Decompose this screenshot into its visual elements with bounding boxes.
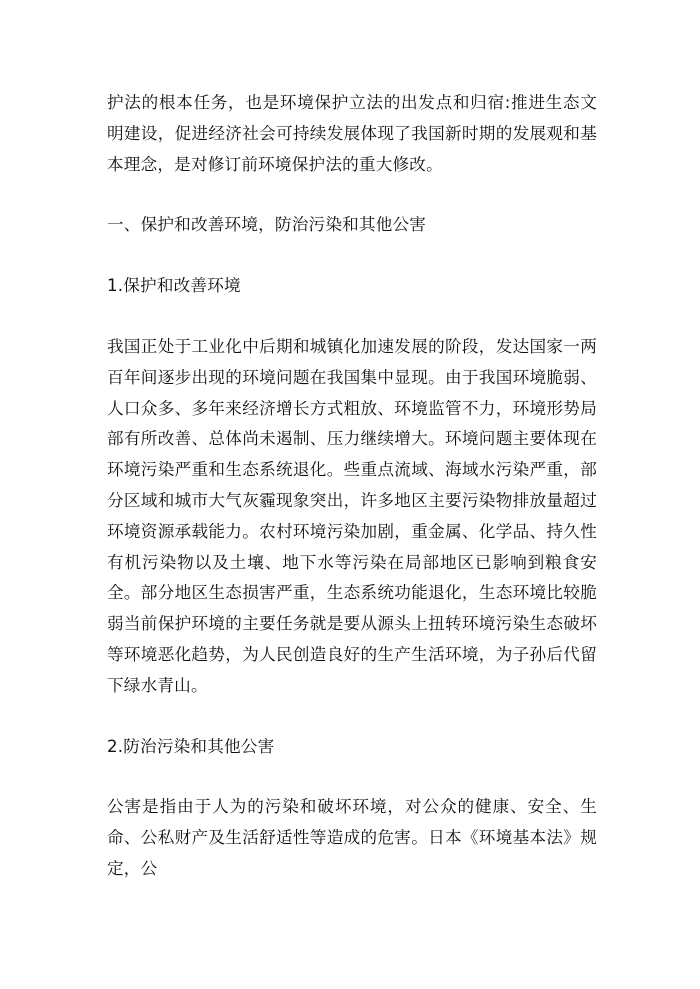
section-heading: 一、保护和改善环境，防治污染和其他公害 [107,215,427,235]
document-body [107,88,597,885]
subsection-heading-2: 2.防治污染和其他公害 [107,736,275,756]
subsection-heading-1: 1.保护和改善环境 [107,276,241,296]
environment-paragraph: 我国正处于工业化中后期和城镇化加速发展的阶段，发达国家一两百年间逐步出现的环境问题在我国集中显现。由于我国环境脆弱、人口众多、多年来经济增长方式粗放、环境监管不力，环境形势局部有所改善、总体尚未遏制、压力继续增大。环境问题主要体现在环境污染严重和生态系统退化。些重点流域、海域水污染严重，部分区域和城市大气灰霾现象突出，许多地区主要污染物排放量超过环境资源承载能力。农村环境污染加剧，重金属、化学品、持久性有机污染物以及土壤、地下水等污染在局部地区已影响到粮食安全。部分地区生态损害严重，生态系统功能退化，生态环境比较脆弱当前保护环境的主要任务就是要从源头上扭转环境污染生态破坏等环境恶化趋势，为人民创造良好的生产生活环境，为子孙后代留下绿水青山。 [107,336,597,695]
intro-paragraph: 护法的根本任务，也是环境保护立法的出发点和归宿:推进生态文明建设，促进经济社会可持续发展体现了我国新时期的发展观和基本理念，是对修订前环境保护法的重大修改。 [107,93,597,174]
public-hazard-paragraph: 公害是指由于人为的污染和破坏环境，对公众的健康、安全、生命、公私财产及生活舒适性等造成的危害。日本《环境基本法》规定，公 [107,797,597,878]
